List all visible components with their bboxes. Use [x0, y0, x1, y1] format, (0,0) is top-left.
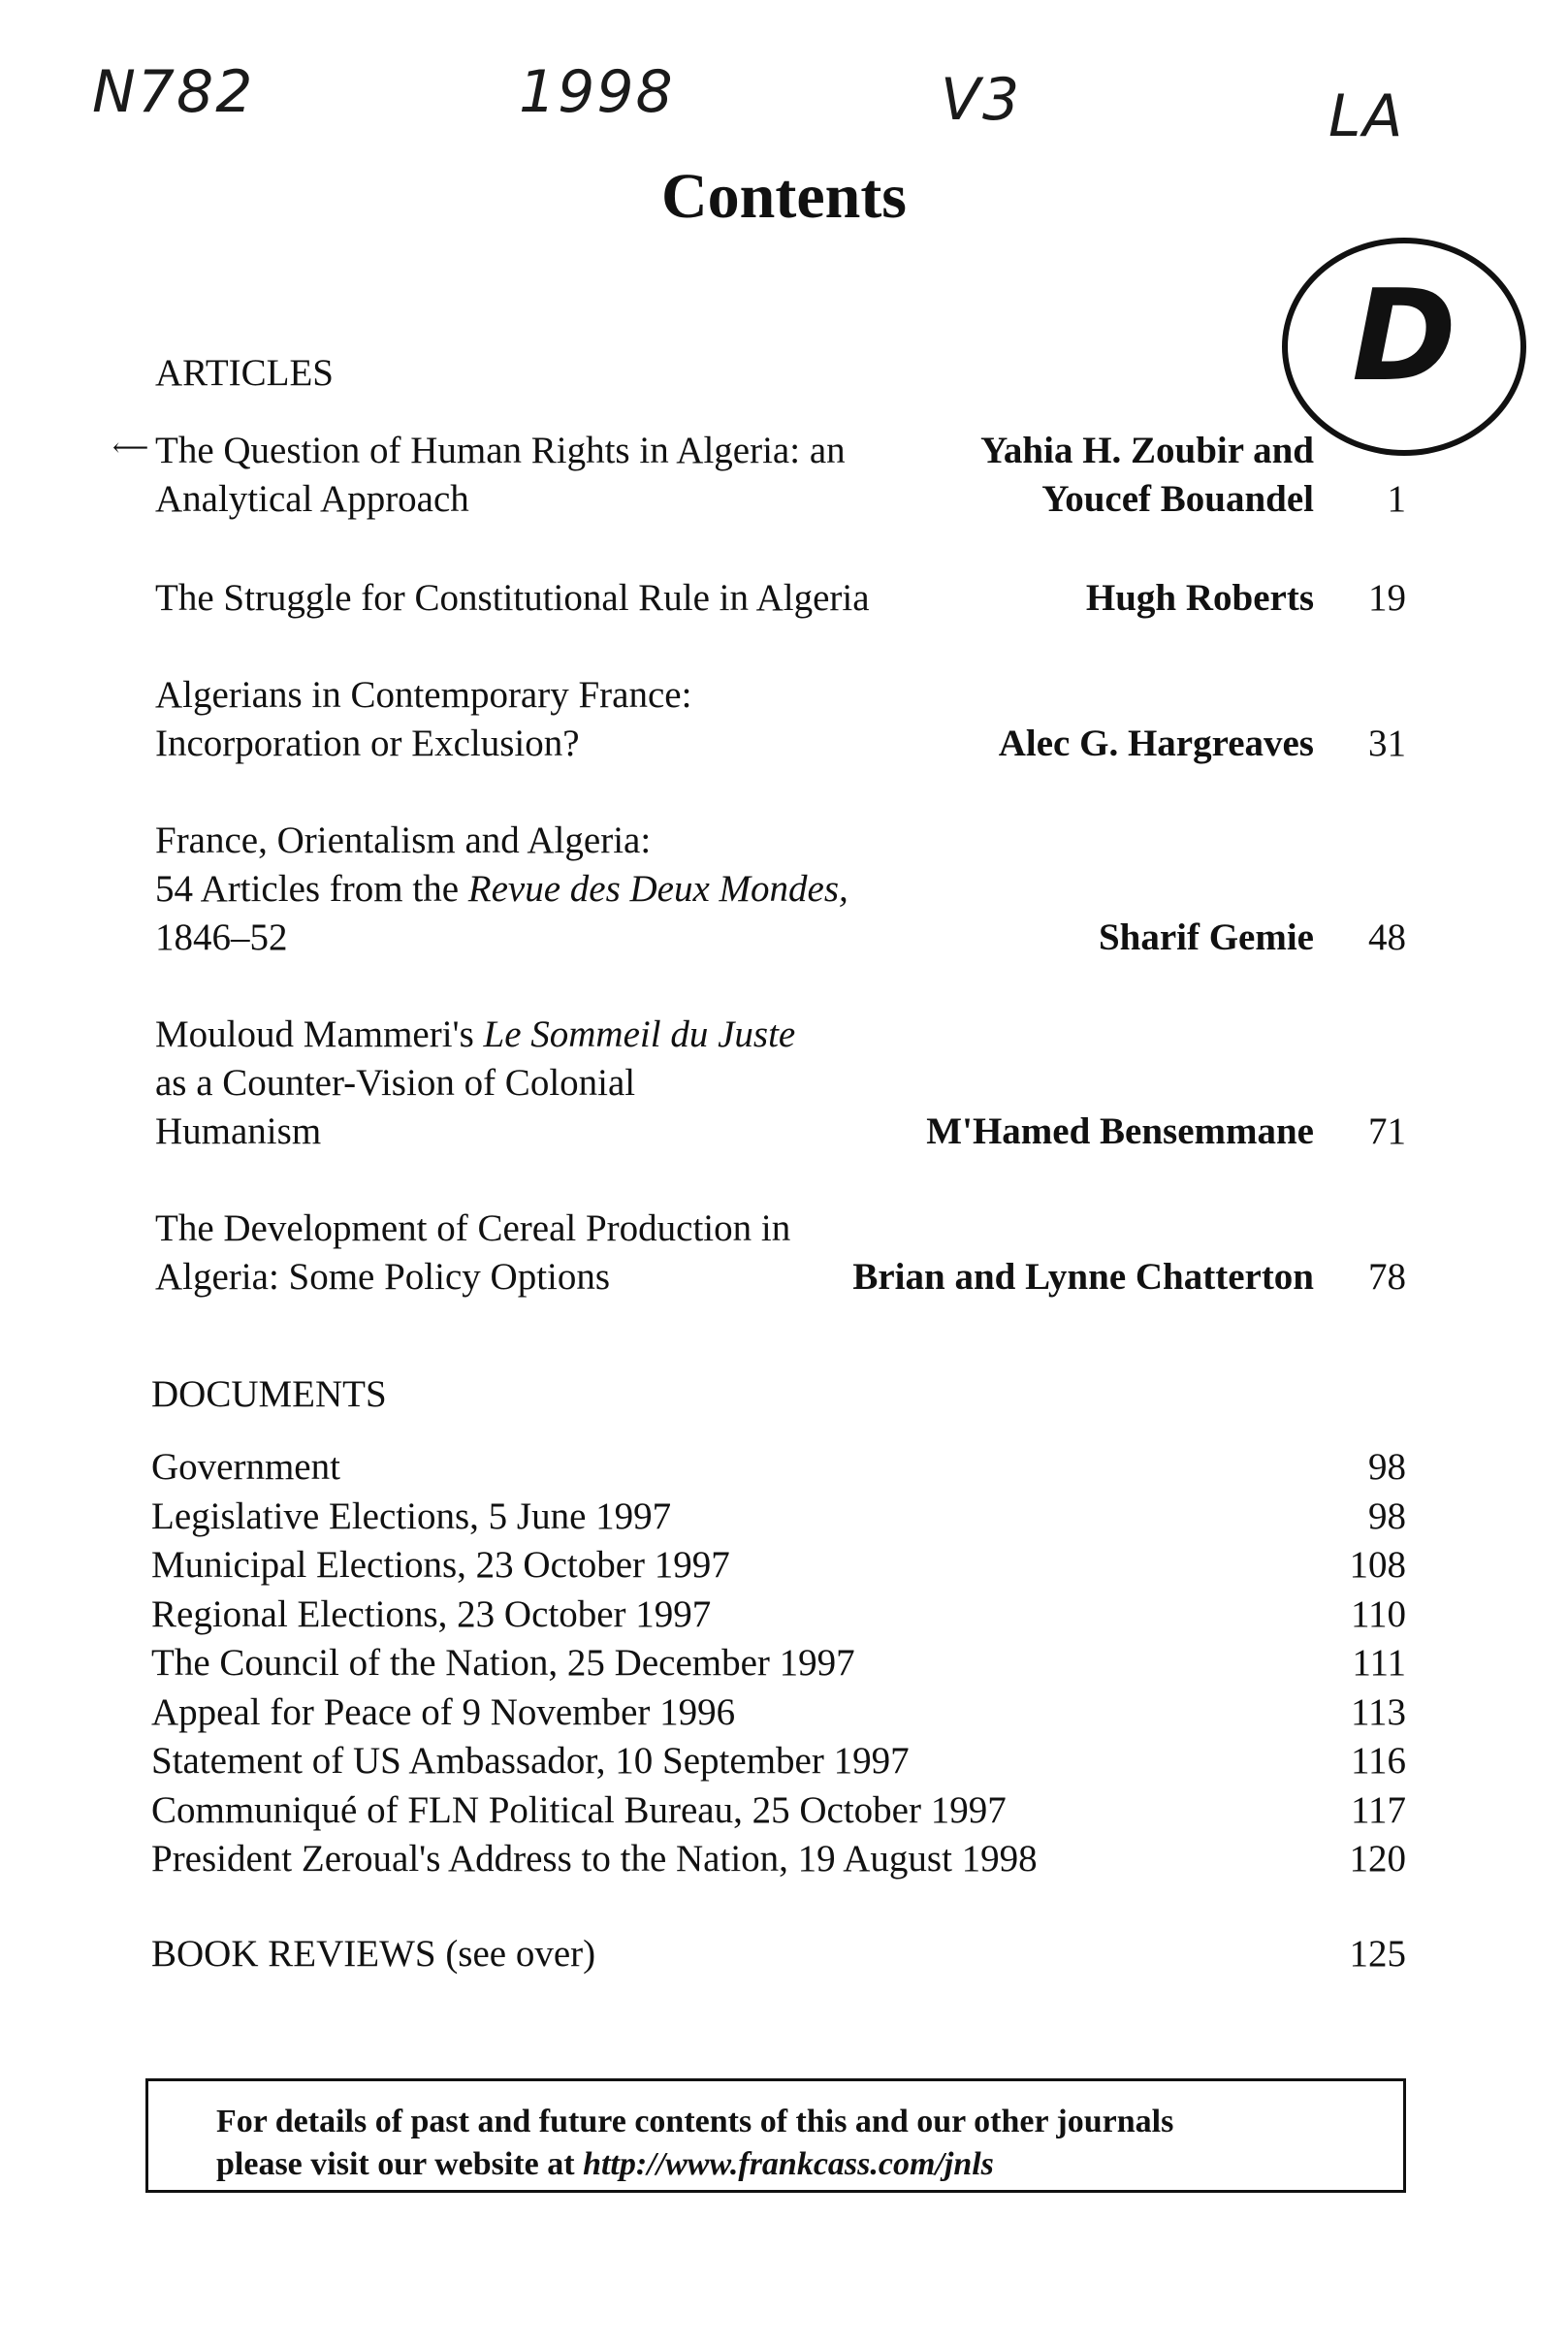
notice-line: For details of past and future contents of this and our other journals — [216, 2104, 1174, 2139]
document-page: 108 — [1349, 1544, 1406, 1586]
title-italic: Le Sommeil du Juste — [483, 1013, 796, 1055]
documents-heading: DOCUMENTS — [151, 1373, 387, 1415]
document-row — [151, 1835, 1406, 1884]
title-line: France, Orientalism and Algeria: — [155, 820, 652, 861]
author-line: Sharif Gemie — [1098, 916, 1314, 958]
article-page: 48 — [1368, 916, 1406, 958]
handwritten-ref: N782 — [92, 58, 255, 126]
article-page: 31 — [1368, 723, 1406, 764]
article-title — [155, 817, 1028, 962]
title-text: Mouloud Mammeri's — [155, 1013, 484, 1055]
document-row — [151, 1737, 1406, 1786]
article-entry — [155, 427, 1406, 524]
article-entry — [155, 817, 1406, 962]
author-line: Alec G. Hargreaves — [998, 723, 1314, 764]
article-entry — [155, 671, 1406, 768]
handwritten-volume: V3 — [941, 66, 1022, 134]
page-title: Contents — [660, 161, 907, 232]
document-title: Statement of US Ambassador, 10 September 1997 — [151, 1740, 910, 1782]
article-page: 1 — [1387, 478, 1406, 520]
title-line — [155, 1011, 1028, 1059]
article-author — [1086, 574, 1314, 623]
document-page: 116 — [1350, 1740, 1406, 1782]
article-entry — [155, 574, 1406, 623]
document-title: Appeal for Peace of 9 November 1996 — [151, 1690, 736, 1733]
document-row — [151, 1591, 1406, 1640]
document-row — [151, 1493, 1406, 1542]
article-author — [1099, 914, 1314, 962]
article-title: The Question of Human Rights in Algeria: an Analytical Approach — [155, 430, 846, 520]
document-row — [151, 1443, 1406, 1493]
document-page: 120 — [1349, 1838, 1406, 1880]
author-line: Hugh Roberts — [1085, 577, 1314, 619]
notice-line — [216, 2143, 1345, 2186]
document-title: Government — [151, 1446, 340, 1488]
document-title: The Council of the Nation, 25 December 1997 — [151, 1642, 855, 1684]
article-author — [999, 720, 1314, 768]
article-title: Algerians in Contemporary France: Incorporation or Exclusion? — [155, 674, 692, 764]
article-page: 19 — [1368, 577, 1406, 619]
title-text: 54 Articles from the — [155, 868, 468, 910]
website-link[interactable]: http://www.frankcass.com/jnls — [583, 2146, 994, 2182]
document-title: Regional Elections, 23 October 1997 — [151, 1592, 712, 1635]
title-line: as a Counter-Vision of Colonial — [155, 1062, 636, 1104]
document-row — [151, 1688, 1406, 1738]
author-line: Youcef Bouandel — [1041, 478, 1314, 520]
document-title: Legislative Elections, 5 June 1997 — [151, 1495, 672, 1537]
document-page: 111 — [1352, 1642, 1406, 1684]
article-author — [852, 1253, 1314, 1302]
stamp-letter: D — [1352, 262, 1456, 409]
article-author — [980, 427, 1314, 524]
author-line: Yahia H. Zoubir and — [980, 430, 1314, 471]
article-page: 78 — [1368, 1256, 1406, 1298]
document-page: 110 — [1350, 1592, 1406, 1635]
article-entry — [155, 1011, 1406, 1156]
author-line: Brian and Lynne Chatterton — [852, 1256, 1314, 1298]
document-page: 117 — [1350, 1788, 1406, 1831]
document-title: Municipal Elections, 23 October 1997 — [151, 1544, 730, 1586]
article-page: 71 — [1368, 1110, 1406, 1152]
article-author — [926, 1108, 1314, 1156]
article-entry — [155, 1205, 1406, 1302]
document-page: 98 — [1368, 1495, 1406, 1537]
title-italic: Revue des Deux Mondes, — [467, 868, 848, 910]
article-title: The Development of Cereal Production in Algeria: Some Policy Options — [155, 1207, 791, 1298]
document-page: 113 — [1350, 1690, 1406, 1733]
website-notice-box — [145, 2078, 1406, 2193]
document-page: 98 — [1368, 1446, 1406, 1488]
document-title: President Zeroual's Address to the Nation, 19 August 1998 — [151, 1838, 1038, 1880]
articles-heading: ARTICLES — [155, 352, 334, 394]
document-row — [151, 1786, 1406, 1836]
article-title: The Struggle for Constitutional Rule in Algeria — [155, 577, 870, 619]
book-reviews-page: 125 — [1349, 1933, 1406, 1975]
document-title: Communiqué of FLN Political Bureau, 25 October 1997 — [151, 1788, 1007, 1831]
book-reviews-row — [151, 1930, 1406, 1978]
author-line: M'Hamed Bensemmane — [926, 1110, 1314, 1152]
document-row — [151, 1541, 1406, 1591]
title-line: 1846–52 — [155, 916, 288, 958]
book-reviews-label: BOOK REVIEWS (see over) — [151, 1933, 596, 1975]
documents-list — [151, 1443, 1406, 1884]
document-row — [151, 1639, 1406, 1688]
title-line: Humanism — [155, 1110, 322, 1152]
title-line — [155, 865, 1028, 914]
circled-stamp — [1282, 238, 1526, 456]
handwritten-initials: LA — [1328, 82, 1405, 150]
handwritten-year: 1998 — [519, 58, 675, 126]
article-title — [155, 1011, 1028, 1156]
notice-text: please visit our website at — [216, 2146, 584, 2182]
arrow-mark-icon: ⟵ — [112, 434, 149, 462]
